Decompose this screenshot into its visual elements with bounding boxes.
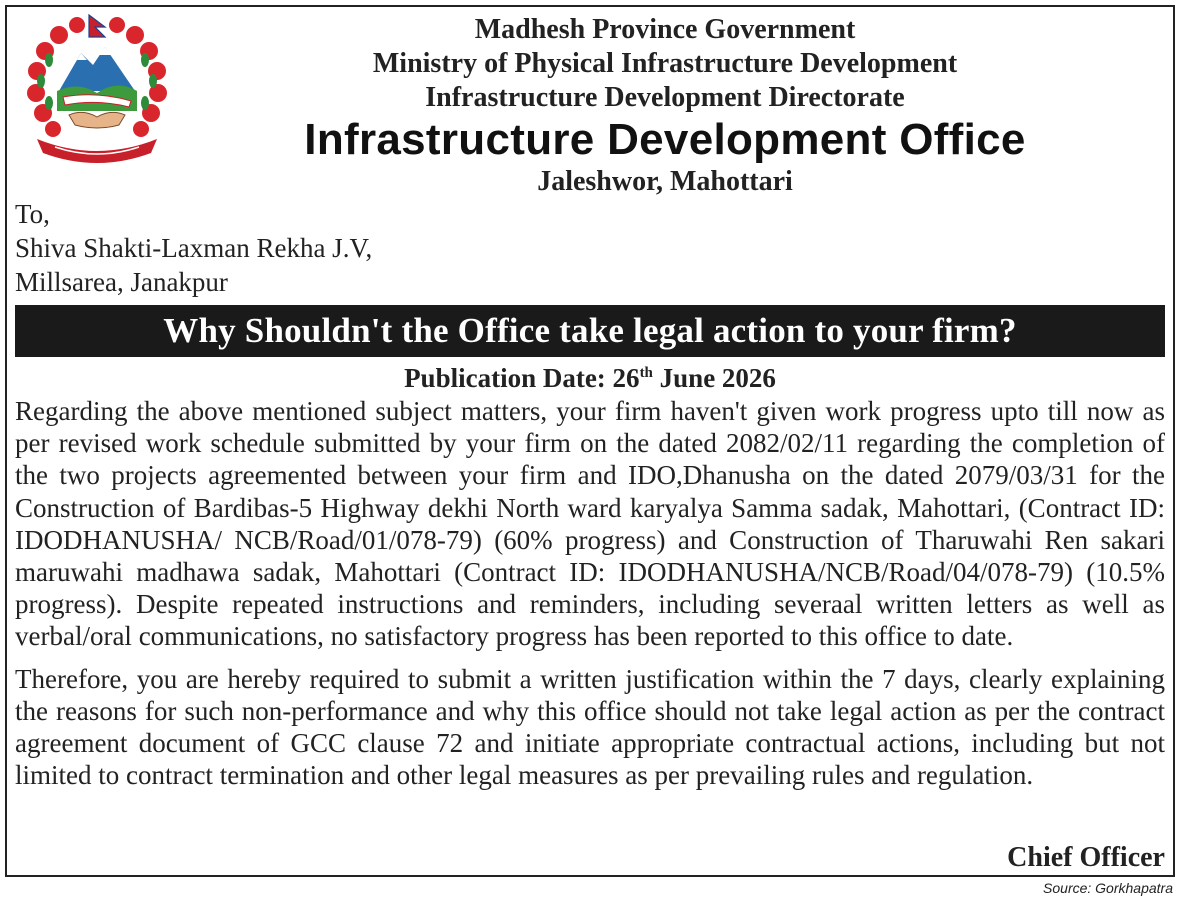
government-name: Madhesh Province Government [474,14,856,45]
source-credit: Source: Gorkhapatra [1043,880,1173,896]
subject-banner [15,305,1165,357]
publication-date-rest: June 2026 [652,363,776,393]
office-name: Infrastructure Development Office [304,115,1026,164]
directorate-name: Infrastructure Development Directorate [425,82,905,113]
publication-date [7,362,1173,394]
recipient-salutation: To, [15,199,50,229]
recipient-block [15,197,372,299]
subject-title: Why Shouldn't the Office take legal action to your firm? [163,311,1017,350]
recipient-address: Millsarea, Janakpur [15,267,228,297]
recipient-name: Shiva Shakti-Laxman Rekha J.V, [15,233,373,263]
notice-body [15,395,1165,791]
publication-date-label: Publication Date: 26 [404,363,640,393]
letterhead [177,13,1153,199]
nepal-emblem-icon [19,13,175,165]
body-paragraph-1: Regarding the above mentioned subject matters, your firm haven't given work progress upto till now as per revised work schedule submitted by your firm on the dated 2082/02/11 regarding the completion of the two projects agreemented between your firm and IDO,Dhanusha on the dated 2079/03/31 for the Construction of Bardibas-5 Highway dekhi North ward karyalya Samma sadak, Mahottari, (Contract ID: IDODHANUSHA/ NCB/Road/01/078-79) (60% progress) and Construction of Tharuwahi Ren sakari maruwahi madhawa sadak, Mahottari (Contract ID: IDODHANUSHA/NCB/Road/04/078-79) (10.5% progress). Despite repeated instructions and reminders, including severaal written letters as well as verbal/oral communications, no satisfactory progress has been reported to this office to date. [15,396,1165,652]
signatory-title: Chief Officer [1007,842,1165,873]
publication-date-suffix: th [639,365,653,381]
body-paragraph-2: Therefore, you are hereby required to submit a written justification within the 7 days, clearly explaining the reasons for such non-performance and why this office should not take legal action as per the contract agreement document of GCC clause 72 and initiate appropriate contractual actions, including but not limited to contract termination and other legal measures as per prevailing rules and regulation. [15,663,1165,791]
notice-frame [5,5,1175,877]
ministry-name: Ministry of Physical Infrastructure Development [372,48,958,79]
office-location: Jaleshwor, Mahottari [537,166,793,197]
